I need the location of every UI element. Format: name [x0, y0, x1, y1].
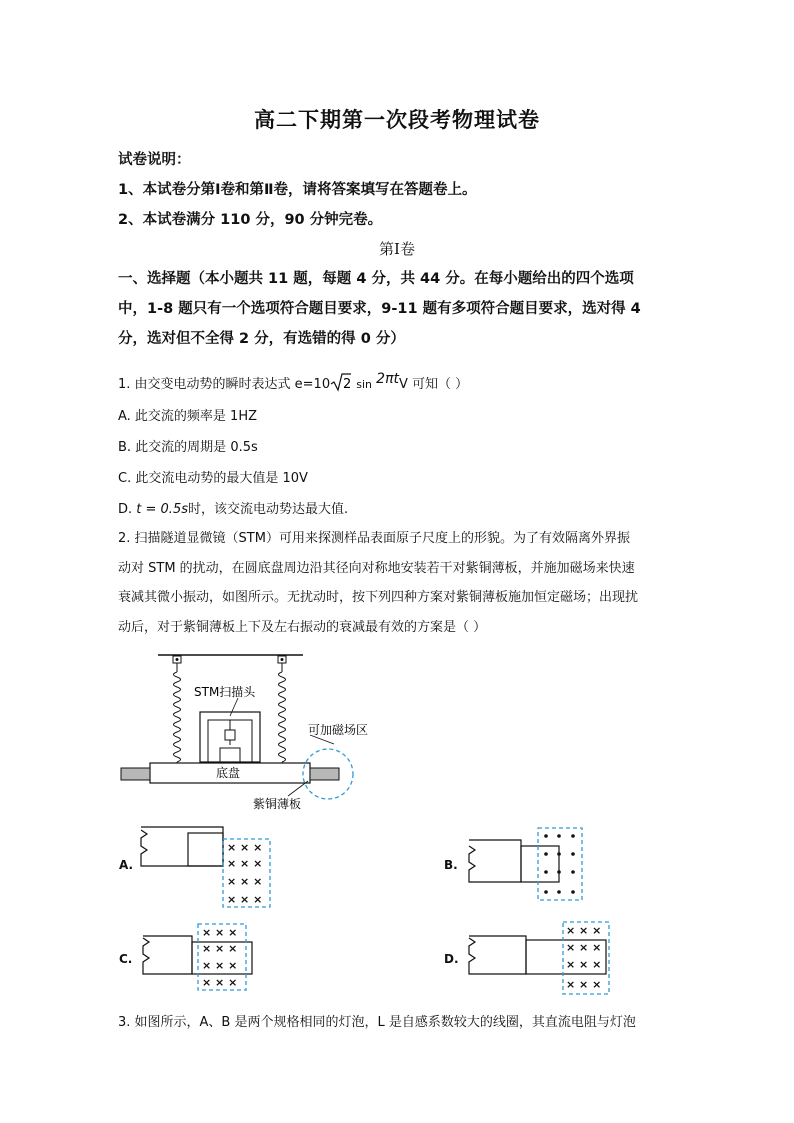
option-a-diagram [138, 824, 278, 912]
svg-text:× × ×: × × × [202, 942, 238, 955]
q1-option-d-suffix: 时，该交流电动势达最大值. [187, 502, 349, 517]
q2-line: 动对 STM 的扰动，在圆底盘周边沿其径向对称地安装若干对紫铜薄板，并施加磁场来快速 [118, 560, 635, 576]
q1-sin: sin [356, 378, 373, 391]
stm-figure [118, 650, 388, 815]
page-title: 高二下期第一次段考物理试卷 [254, 107, 540, 132]
section1-line: 中，1-8 题只有一个选项符合题目要求，9-11 题有多项符合题目要求，选对得 4 [118, 301, 641, 317]
q1-stem-suffix: V 可知（ ） [398, 377, 469, 392]
q1-option-c: C. 此交流电动势的最大值是 10V [118, 471, 308, 486]
option-d-label: D. [444, 952, 459, 966]
q1-option-d-formula: t = 0.5s [136, 502, 188, 517]
left-spring [174, 672, 181, 762]
q2-line: 动后，对于紫铜薄板上下及左右振动的衰减最有效的方案是（ ） [118, 619, 487, 635]
instruction-item-1: 1、本试卷分第Ⅰ卷和第Ⅱ卷，请将答案填写在答题卷上。 [118, 182, 477, 198]
label-field-zone: 可加磁场区 [308, 723, 369, 737]
sqrt-argument: 2 [343, 377, 352, 392]
option-c-diagram [140, 922, 270, 994]
q1-option-d-prefix: D. [118, 502, 137, 517]
volume-heading: 第Ⅰ卷 [379, 240, 415, 258]
label-base: 底盘 [216, 766, 241, 780]
option-a-label: A. [119, 858, 134, 872]
q2-line: 衰减其微小振动，如图所示。无扰动时，按下列四种方案对紫铜薄板施加恒定磁场；出现扰 [118, 590, 639, 605]
option-b-diagram [466, 826, 596, 904]
section1-instructions [118, 264, 678, 354]
svg-text:× × ×: × × × [227, 875, 263, 888]
svg-text:× × ×: × × × [566, 958, 602, 971]
svg-text:× × ×: × × × [566, 924, 602, 937]
instructions-heading: 试卷说明： [118, 152, 191, 168]
svg-text:× × ×: × × × [566, 941, 602, 954]
q1-option-d [118, 498, 348, 517]
q1-option-b: B. 此交流的周期是 0.5s [118, 440, 258, 455]
q2-line: 2. 扫描隧道显微镜（STM）可用来探测样品表面原子尺度上的形貌。为了有效隔离外界振 [118, 531, 630, 546]
radical-icon [330, 372, 352, 392]
label-stm-head: STM扫描头 [194, 685, 256, 699]
q1-stem [118, 372, 468, 392]
q2-stem [118, 524, 688, 642]
q1-option-a: A. 此交流的频率是 1HZ [118, 409, 258, 424]
svg-text:× × ×: × × × [566, 978, 602, 991]
section1-line: 一、选择题（本小题共 11 题，每题 4 分，共 44 分。在每小题给出的四个选项 [118, 271, 634, 287]
q3-stem: 3. 如图所示，A、B 是两个规格相同的灯泡，L 是自感系数较大的线圈，其直流电阻与灯泡 [118, 1015, 636, 1030]
svg-text:× × ×: × × × [202, 926, 238, 939]
q1-arg: 2πt [376, 371, 399, 387]
svg-text:× × ×: × × × [227, 893, 263, 906]
section1-line: 分，选对但不全得 2 分，有选错的得 0 分） [118, 331, 405, 347]
svg-text:× × ×: × × × [202, 959, 238, 972]
label-copper-plate: 紫铜薄板 [253, 797, 302, 811]
svg-text:× × ×: × × × [227, 857, 263, 870]
option-c-label: C. [119, 952, 133, 966]
q1-stem-prefix: 1. 由交变电动势的瞬时表达式 e=10 [118, 377, 331, 392]
svg-text:× × ×: × × × [202, 976, 238, 989]
svg-text:× × ×: × × × [227, 841, 263, 854]
option-d-diagram [466, 920, 616, 996]
option-b-label: B. [444, 858, 458, 872]
sqrt-symbol [330, 372, 352, 392]
instruction-item-2: 2、本试卷满分 110 分，90 分钟完卷。 [118, 212, 383, 228]
right-spring [279, 672, 286, 762]
